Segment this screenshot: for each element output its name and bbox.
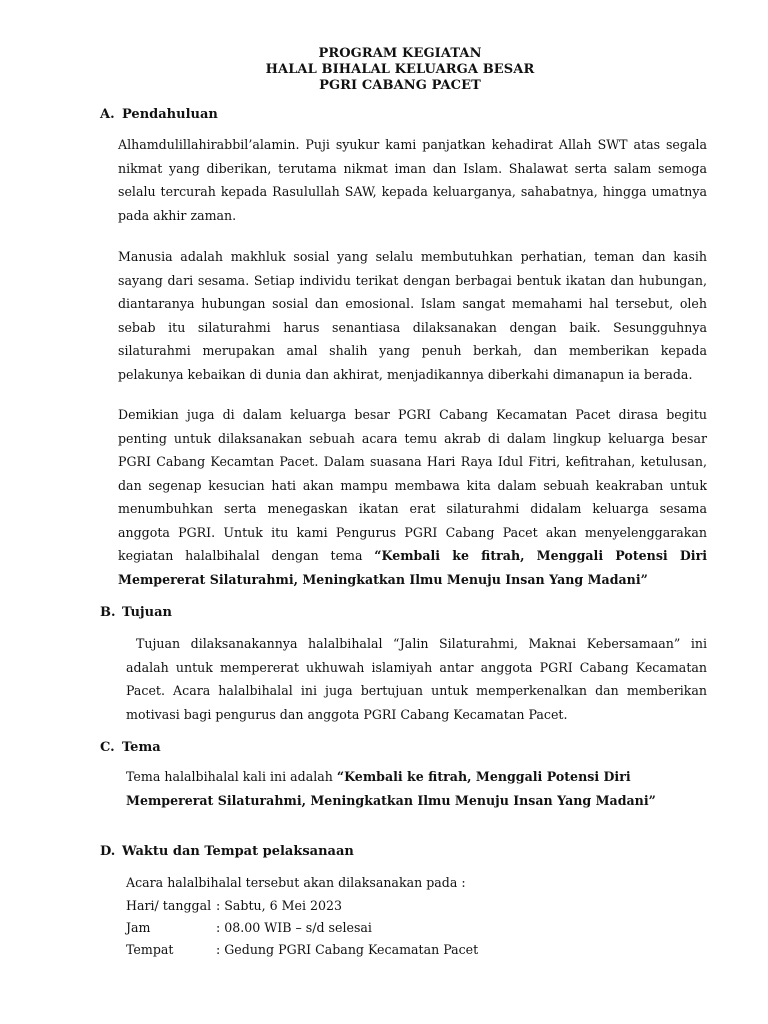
schedule-row-time xyxy=(126,920,372,936)
section-c-theme-text: “Kembali ke fitrah, Menggali Potensi Diri Mempererat Silaturahmi, Meningkatkan Ilmu Menuju Insan Yang Madani” xyxy=(126,769,656,808)
section-d-title: Waktu dan Tempat pelaksanaan xyxy=(122,844,354,859)
schedule-value-date: : Sabtu, 6 Mei 2023 xyxy=(216,898,343,913)
section-a-paragraph-1: Alhamdulillahirabbil’alamin. Puji syukur kami panjatkan kehadirat Allah SWT atas segala nikmat yang diberikan, terutama nikmat iman dan Islam. Shalawat serta salam semoga selalu tercurah kepada Rasulullah SAW, kepada keluarganya, sahabatnya, hingga umatnya pada akhir zaman. xyxy=(118,137,707,223)
document-title-line-3: PGRI CABANG PACET xyxy=(319,78,481,93)
schedule-row-place xyxy=(126,942,478,958)
section-a-letter: A. xyxy=(100,107,115,122)
schedule-value-time: : 08.00 WIB – s/d selesai xyxy=(216,920,372,935)
section-c-heading xyxy=(100,740,161,756)
section-a-paragraph-3 xyxy=(118,403,707,591)
schedule-label-place: Tempat xyxy=(126,942,174,957)
section-b-title: Tujuan xyxy=(122,605,172,620)
section-c-text: Tema halalbihalal kali ini adalah xyxy=(126,769,337,784)
section-a-theme-text: “Kembali ke fitrah, Menggali Potensi Diri Mempererat Silaturahmi, Meningkatkan Ilmu Menuju Insan Yang Madani” xyxy=(118,548,707,587)
section-c-letter: C. xyxy=(100,740,115,755)
section-b-paragraph: Tujuan dilaksanakannya halalbihalal “Jalin Silaturahmi, Maknai Kebersamaan” ini adalah untuk mempererat ukhuwah islamiyah antar anggota PGRI Cabang Kecamatan Pacet. Acara halalbihalal ini juga bertujuan untuk memperkenalkan dan memberikan motivasi bagi pengurus dan anggota PGRI Cabang Kecamatan Pacet. xyxy=(126,636,707,722)
section-a-paragraph-3-text: Demikian juga di dalam keluarga besar PGRI Cabang Kecamatan Pacet dirasa begitu penting untuk dilaksanakan sebuah acara temu akrab di dalam lingkup keluarga besar PGRI Cabang Kecamtan Pacet. Dalam suasana Hari Raya Idul Fitri, kefitrahan, ketulusan, dan segenap kesucian hati akan mampu membawa kita dalam sebuah keakraban untuk menumbuhkan serta menegaskan ikatan erat silaturahmi didalam keluarga sesama anggota PGRI. Untuk itu kami Pengurus PGRI Cabang Pacet akan menyelenggarakan kegiatan halalbihalal dengan tema xyxy=(118,407,707,563)
section-a-title: Pendahuluan xyxy=(122,107,218,122)
schedule-row-date xyxy=(126,898,342,914)
section-c-paragraph xyxy=(126,765,706,812)
section-c-title: Tema xyxy=(122,740,161,755)
section-d-intro: Acara halalbihalal tersebut akan dilaksanakan pada : xyxy=(126,875,466,890)
section-b-letter: B. xyxy=(100,605,116,620)
document-title-line-2: HALAL BIHALAL KELUARGA BESAR xyxy=(265,62,535,77)
section-b-heading xyxy=(100,605,172,621)
section-a-paragraph-2: Manusia adalah makhluk sosial yang selalu membutuhkan perhatian, teman dan kasih sayang dari sesama. Setiap individu terikat dengan berbagai bentuk ikatan dan hubungan, diantaranya hubungan sosial dan emosional. Islam sangat memahami hal tersebut, oleh sebab itu silaturahmi harus senantiasa dilaksanakan dengan baik. Sesungguhnya silaturahmi merupakan amal shalih yang penuh berkah, dan memberikan kepada pelakunya kebaikan di dunia dan akhirat, menjadikannya diberkahi dimanapun ia berada. xyxy=(118,249,707,382)
schedule-value-place: : Gedung PGRI Cabang Kecamatan Pacet xyxy=(216,942,479,957)
section-d-heading xyxy=(100,844,354,860)
schedule-label-time: Jam xyxy=(126,920,151,935)
section-a-heading xyxy=(100,107,218,123)
section-d-letter: D. xyxy=(100,844,116,859)
schedule-label-date: Hari/ tanggal xyxy=(126,898,212,913)
document-title-line-1: PROGRAM KEGIATAN xyxy=(318,46,482,61)
